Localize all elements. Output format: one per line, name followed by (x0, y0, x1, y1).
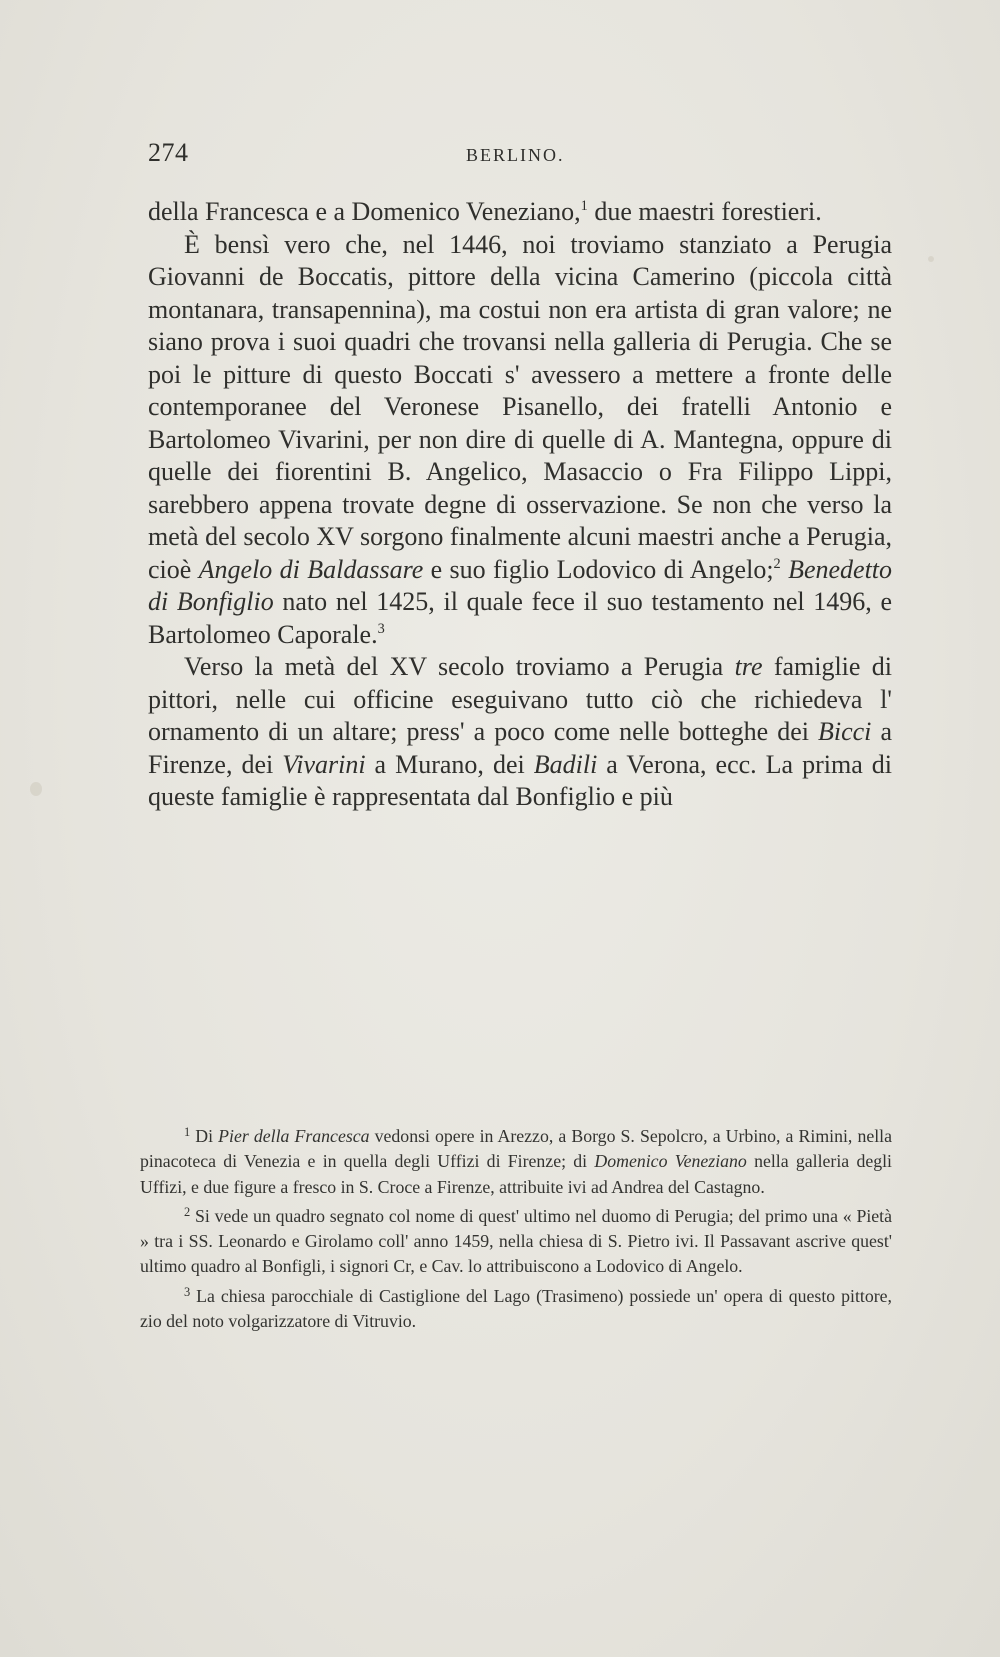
text-run: nella galleria degli Uffizi, e due figure a fresco in S. Croce a Firenze, attribuite ivi ad Andrea del Castagno. (140, 1151, 892, 1197)
italic-name: Pier della Francesca (218, 1126, 370, 1146)
running-head: BERLINO. (466, 145, 565, 165)
text-run: nato nel 1425, il quale fece il suo testamento nel 1496, e Bartolomeo Caporale. (148, 587, 892, 649)
footnote-number: 1 (184, 1124, 191, 1139)
text-run (781, 555, 788, 584)
footnotes (140, 1124, 892, 1338)
footnote (140, 1284, 892, 1335)
italic-name: Vivarini (282, 749, 366, 779)
text-run: due maestri forestieri. (587, 197, 822, 226)
text-run: Si vede un quadro segnato col nome di quest' ultimo nel duomo di Perugia; del primo una « Pietà » tra i SS. Leonardo e Girolamo coll' anno 1459, nella chiesa di S. Pietro ivi. Il Passavant ascrive quest' ultimo quadro al Bonfigli, i signori Cr, e Cav. lo attribuiscono a Lodovico di Angelo. (140, 1205, 892, 1277)
paper-spot (928, 256, 934, 262)
paper-spot (30, 782, 42, 796)
text-run: famiglie di pittori, nelle cui officine eseguivano tutto ciò che richiedeva l' ornamento di un altare; press' a poco come nelle botteghe dei (148, 652, 892, 746)
text-run: della Francesca e a Domenico Veneziano, (148, 197, 581, 226)
text-run: a Murano, dei (365, 749, 534, 779)
footnote (140, 1124, 892, 1200)
italic-name: Angelo di Baldassare (198, 554, 424, 584)
text-run: vedonsi opere in Arezzo, a Borgo S. Sepolcro, a Urbino, a Rimini, nella pinacoteca di Venezia e in quella degli Uffizi di Firenze; di (140, 1126, 893, 1172)
text-run: a Verona, ecc. La prima di queste famiglie è rappresentata dal Bonfiglio e più (148, 749, 892, 811)
italic-name: Benedetto di Bonfiglio (148, 554, 893, 616)
paragraph (148, 196, 892, 229)
footnote-ref: 3 (377, 620, 385, 637)
footnote-ref: 1 (580, 198, 588, 214)
text-run: È bensì vero che, nel 1446, noi troviamo stanziato a Perugia Giovanni de Boccatis, pittore della vicina Camerino (piccola città montanara, transapennina), ma costui non era artista di gran valore; ne siano prova i suoi quadri che trovansi nella galleria di Perugia. Che se poi le pitture di questo Boccati s' avessero a mettere a fronte delle contemporanee del Veronese Pisanello, dei fratelli Antonio e Bartolomeo Vivarini, per non dire di quelle di A. Mantegna, oppure di quelle dei fiorentini B. Angelico, Masaccio o Fra Filippo Lippi, sarebbero appena trovate degne di osservazione. Se non che verso la metà del secolo XV sorgono finalmente alcuni maestri anche a Perugia, cioè (148, 229, 892, 584)
footnote-number: 3 (184, 1284, 191, 1299)
page-number: 274 (148, 138, 189, 167)
italic-name: Bicci (818, 717, 872, 746)
paragraph (148, 229, 892, 652)
paragraph (148, 651, 892, 814)
text-run: La chiesa parocchiale di Castiglione del Lago (Trasimeno) possiede un' opera di questo pittore, zio del noto volgarizzatore di Vitruvio. (140, 1285, 892, 1332)
main-text (148, 196, 892, 814)
text-run: e suo figlio Lodovico di Angelo; (423, 554, 774, 584)
text-run: Verso la metà del XV secolo troviamo a Perugia (184, 652, 735, 681)
footnote (140, 1204, 892, 1280)
italic-name: Domenico Veneziano (594, 1151, 747, 1172)
text-run: Di (190, 1126, 219, 1146)
text-run: a Firenze, dei (148, 717, 892, 779)
italic-name: Badili (533, 749, 598, 779)
footnote-ref: 2 (773, 555, 781, 572)
footnote-number: 2 (184, 1204, 191, 1219)
italic-word: tre (734, 652, 763, 681)
page-header (148, 138, 900, 172)
